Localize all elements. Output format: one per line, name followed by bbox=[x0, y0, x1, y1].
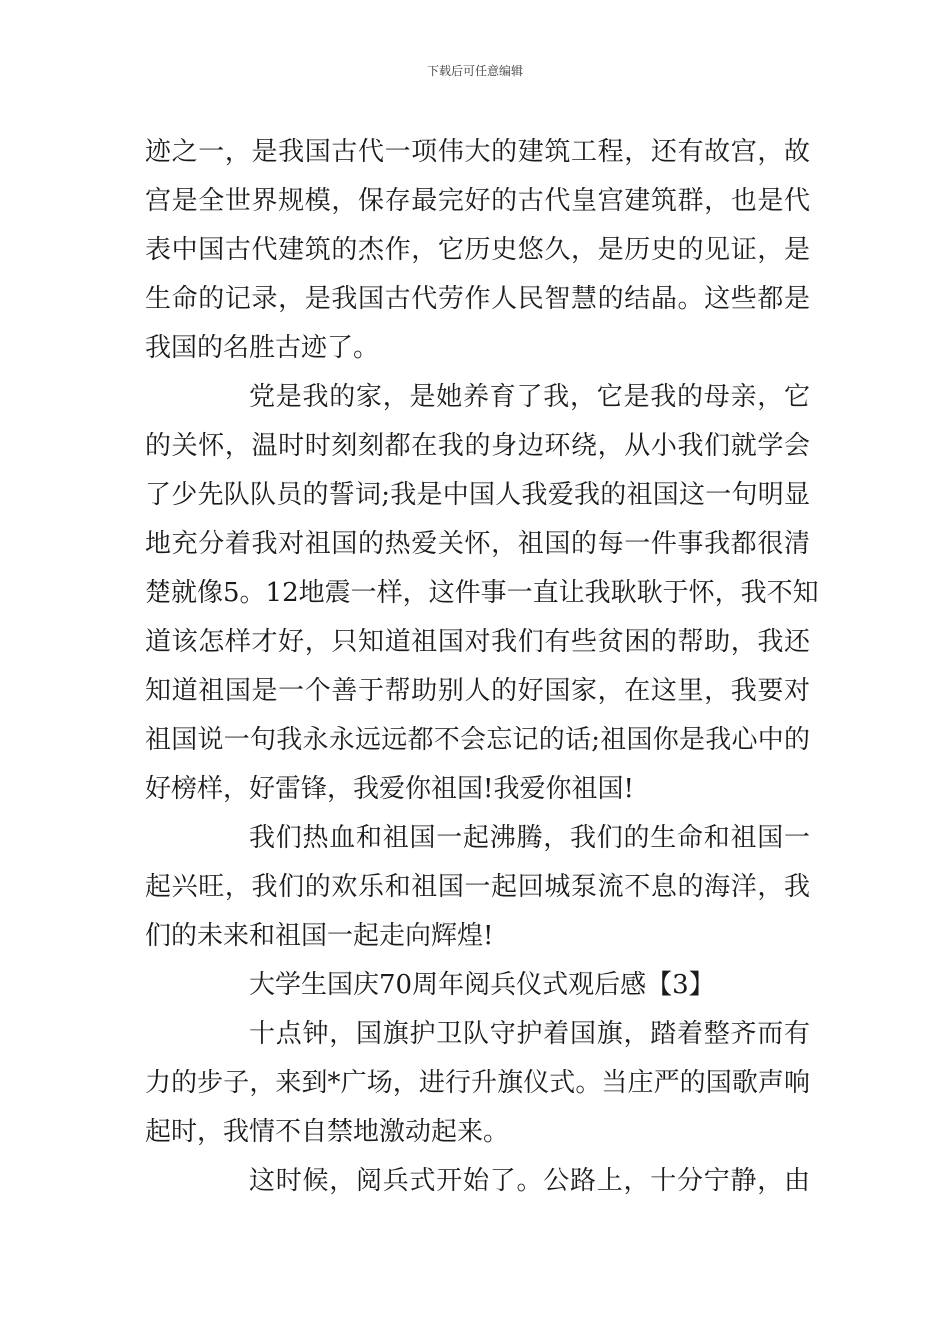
document-body bbox=[145, 128, 819, 1206]
text-line: 生命的记录，是我国古代劳作人民智慧的结晶。这些都是 bbox=[145, 284, 810, 314]
text-line: 迹之一，是我国古代一项伟大的建筑工程，还有故宫，故 bbox=[145, 137, 810, 167]
text-line: 好榜样，好雷锋，我爱你祖国!我爱你祖国! bbox=[145, 774, 634, 804]
text-line: 了少先队队员的誓词;我是中国人我爱我的祖国这一句明显 bbox=[145, 480, 810, 510]
text-line: 道该怎样才好，只知道祖国对我们有些贫困的帮助，我还 bbox=[145, 627, 810, 657]
page-header: 下载后可任意编辑 bbox=[426, 64, 523, 78]
text-line: 我国的名胜古迹了。 bbox=[145, 333, 380, 363]
text-line: 力的步子，来到*广场，进行升旗仪式。当庄严的国歌声响 bbox=[145, 1068, 810, 1098]
heading-text: 大学生国庆70周年阅兵仪式观后感【3】 bbox=[249, 970, 715, 1000]
text-line: 十点钟，国旗护卫队守护着国旗，踏着整齐而有 bbox=[249, 1019, 810, 1049]
section-heading bbox=[145, 961, 810, 1010]
paragraph bbox=[145, 814, 810, 961]
paragraph bbox=[145, 1157, 810, 1206]
text-line: 党是我的家，是她养育了我，它是我的母亲，它 bbox=[249, 382, 810, 412]
text-line: 这时候，阅兵式开始了。公路上，十分宁静，由 bbox=[249, 1166, 810, 1196]
text-line: 宫是全世界规模，保存最完好的古代皇宫建筑群，也是代 bbox=[145, 186, 810, 216]
text-line: 我们热血和祖国一起沸腾，我们的生命和祖国一 bbox=[249, 823, 810, 853]
text-line: 表中国古代建筑的杰作，它历史悠久，是历史的见证，是 bbox=[145, 235, 810, 265]
text-line: 知道祖国是一个善于帮助别人的好国家，在这里，我要对 bbox=[145, 676, 810, 706]
text-line: 起时，我情不自禁地激动起来。 bbox=[145, 1117, 510, 1147]
text-line: 起兴旺，我们的欢乐和祖国一起回城泵流不息的海洋，我 bbox=[145, 872, 810, 902]
text-line: 楚就像5。12地震一样，这件事一直让我耿耿于怀，我不知 bbox=[145, 578, 819, 608]
text-line: 的关怀，温时时刻刻都在我的身边环绕，从小我们就学会 bbox=[145, 431, 810, 461]
text-line: 们的未来和祖国一起走向辉煌! bbox=[145, 921, 494, 951]
paragraph bbox=[145, 1010, 810, 1157]
paragraph bbox=[145, 128, 810, 373]
paragraph bbox=[145, 373, 819, 814]
text-line: 地充分着我对祖国的热爱关怀，祖国的每一件事我都很清 bbox=[145, 529, 810, 559]
text-line: 祖国说一句我永永远远都不会忘记的话;祖国你是我心中的 bbox=[145, 725, 810, 755]
